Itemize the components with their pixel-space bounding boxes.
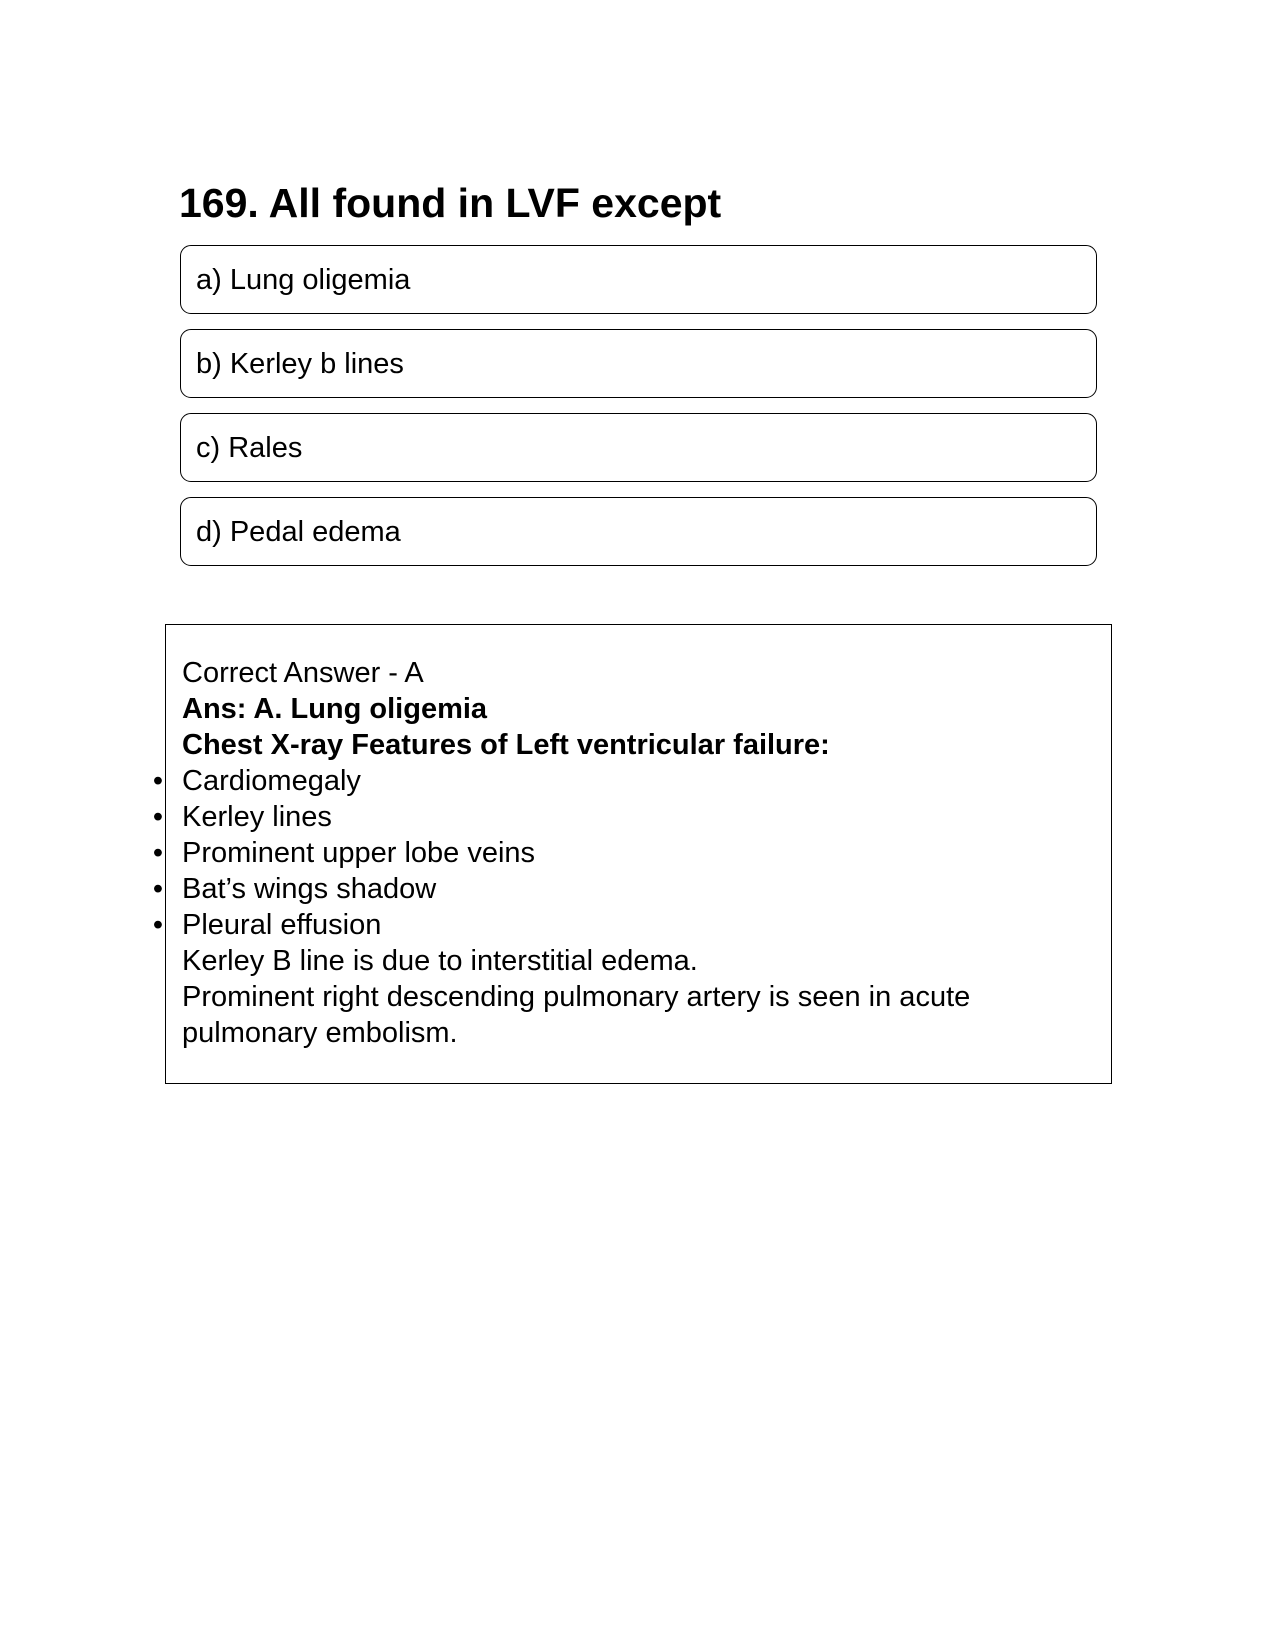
- bullet-icon: •: [152, 765, 164, 797]
- bullet-icon: •: [152, 909, 164, 941]
- answer-content: [152, 655, 1091, 1051]
- feature-text: Cardiomegaly: [182, 765, 361, 797]
- bullet-icon: •: [152, 837, 164, 869]
- correct-answer-line: Correct Answer - A: [182, 657, 424, 689]
- feature-text: Kerley lines: [182, 801, 332, 833]
- features-list: [152, 763, 1091, 943]
- answer-explanation-box: [152, 624, 1112, 1084]
- list-item: [152, 835, 1091, 871]
- option-b[interactable]: b) Kerley b lines: [180, 329, 1097, 398]
- options-list: [180, 245, 1097, 581]
- option-a[interactable]: a) Lung oligemia: [180, 245, 1097, 314]
- list-item: [152, 907, 1091, 943]
- feature-text: Pleural effusion: [182, 909, 382, 941]
- list-item: [152, 871, 1091, 907]
- note-pulmonary-artery: Prominent right descending pulmonary artery is seen in acute pulmonary embolism.: [182, 981, 971, 1049]
- option-c[interactable]: c) Rales: [180, 413, 1097, 482]
- option-d[interactable]: d) Pedal edema: [180, 497, 1097, 566]
- list-item: [152, 763, 1091, 799]
- bullet-icon: •: [152, 801, 164, 833]
- feature-text: Prominent upper lobe veins: [182, 837, 536, 869]
- features-heading: Chest X-ray Features of Left ventricular failure:: [182, 729, 830, 761]
- list-item: [152, 799, 1091, 835]
- question-title: 169. All found in LVF except: [179, 180, 722, 226]
- ans-line: Ans: A. Lung oligemia: [182, 693, 488, 725]
- feature-text: Bat’s wings shadow: [182, 873, 437, 905]
- bullet-icon: •: [152, 873, 164, 905]
- note-kerley: Kerley B line is due to interstitial edema.: [182, 945, 698, 977]
